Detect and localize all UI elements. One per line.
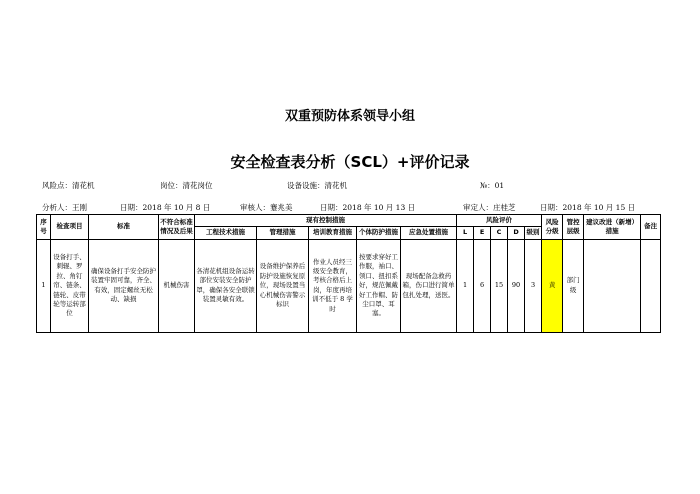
cell-ppe: 按要求穿好工作服，袖口、领口、扭扣系好，规范佩戴好工作帽、防尘口罩、耳塞。 [357,239,401,332]
header-row-1 [37,215,661,227]
header-D: D [508,227,525,239]
header-seq: 序号 [37,215,51,240]
header-standard: 标准 [89,215,159,240]
cell-E: 6 [474,239,491,332]
header-management: 管理措施 [257,227,309,239]
header-grade: 级别 [525,227,542,239]
scl-table [36,214,661,333]
risk-point: 风险点：清花机 [42,181,95,190]
header-engineering: 工程技术措施 [195,227,257,239]
post: 岗位：清花岗位 [160,181,213,190]
approval-date: 日期：2018 年 10 月 15 日 [540,203,636,212]
header-emergency: 应急处置措施 [401,227,457,239]
header-training: 培训教育措施 [309,227,357,239]
header-suggestion: 建议改进（新增）措施 [584,215,641,240]
cell-item: 设备打手、刺辊、罗拉、角钉帘、链条、链轮、皮带轮等运转部位 [51,239,89,332]
reviewer: 审核人：蹇兆美 [240,203,293,212]
header-control-level: 管控层级 [563,215,584,240]
org-title: 双重预防体系领导小组 [284,109,415,124]
header-nonconform: 不符合标准情况及后果 [159,215,195,240]
cell-standard: 确保设备打手安全防护装置牢固可靠，齐全、有效，固定螺丝无松动、缺损 [89,239,159,332]
cell-control-level: 部门级 [563,239,584,332]
cell-D: 90 [508,239,525,332]
cell-remark [641,239,661,332]
cell-management: 设备维护保养后防护设施恢复原位，现场设置当心机械伤害警示标识 [257,239,309,332]
header-risk-level: 风险分级 [542,215,563,240]
cell-training: 作业人员经三级安全教育，考核合格后上岗，年度再培训不低于 8 学时 [309,239,357,332]
header-E: E [474,227,491,239]
analyst: 分析人：王刚 [42,203,87,212]
header-C: C [491,227,508,239]
doc-number: №：01 [480,181,505,190]
equipment: 设备设施：清花机 [287,181,347,190]
header-remark: 备注 [641,215,661,240]
cell-seq: 1 [37,239,51,332]
analysis-date: 日期：2018 年 10 月 8 日 [120,203,211,212]
cell-nonconform: 机械伤害 [159,239,195,332]
review-date: 日期：2018 年 10 月 13 日 [320,203,416,212]
main-title: 安全检查表分析（SCL）+评价记录 [230,153,470,171]
cell-C: 15 [491,239,508,332]
header-existing-measures: 现有控制措施 [195,215,457,227]
approver: 审定人：庄桂芝 [463,203,516,212]
table-row [37,239,661,332]
header-risk-eval: 风险评价 [457,215,542,227]
header-ppe: 个体防护措施 [357,227,401,239]
cell-engineering: 各清花机组设备运转部位安装安全防护罩，确保各安全联锁装置灵敏有效。 [195,239,257,332]
header-L: L [457,227,474,239]
header-item: 检查项目 [51,215,89,240]
cell-L: 1 [457,239,474,332]
cell-emergency: 现场配备急救药箱，伤口进行简单包扎处理，送医。 [401,239,457,332]
cell-suggestion [584,239,641,332]
cell-grade: 3 [525,239,542,332]
cell-risk-level: 黄 [542,239,563,332]
